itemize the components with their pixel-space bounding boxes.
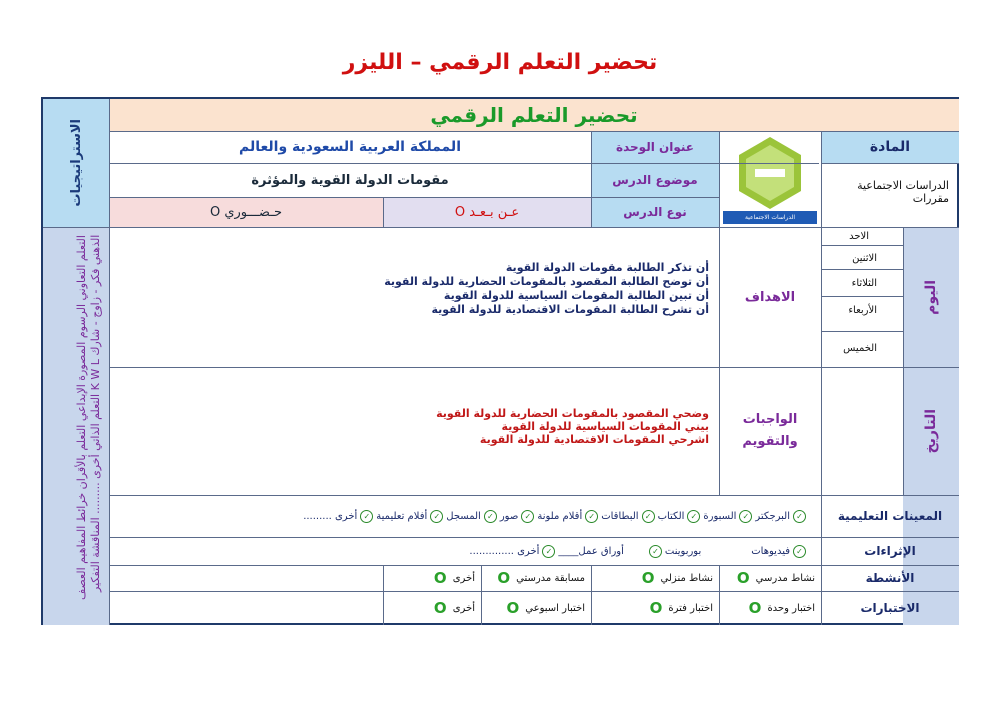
aid-item: البرجكتر	[755, 510, 790, 522]
test-cell[interactable]: اختبار اسبوعي O	[506, 599, 585, 617]
day-label-cell	[903, 227, 959, 367]
day-item[interactable]: الأربعاء	[848, 305, 877, 316]
aid-item: صور	[499, 510, 519, 522]
aid-item: السبورة	[703, 510, 737, 522]
objective-item: أن تذكر الطالبة مقومات الدولة القوية	[505, 261, 709, 274]
enrichment-list: ✓ فيديوهات بوربوينت ✓ أوراق عمل ____ ✓ أخرى ..............	[109, 537, 821, 565]
homework-label-line1: الواجبات	[742, 412, 798, 427]
aids-label: المعينات التعليمية	[837, 509, 943, 523]
days-list	[821, 227, 903, 367]
objectives-label: الاهداف	[744, 289, 796, 305]
tests-label: الاختبارات	[860, 601, 920, 615]
activity-cell[interactable]: مسابقة مدرستي O	[497, 569, 585, 587]
check-icon[interactable]: ✓	[542, 545, 555, 558]
subject-value-line1: الدراسات الاجتماعية	[857, 179, 949, 192]
check-icon[interactable]: ✓	[642, 510, 655, 523]
check-icon[interactable]: ✓	[430, 510, 443, 523]
lesson-type-label: نوع الدرس	[591, 197, 719, 227]
activities-label: الأنشطة	[865, 571, 915, 585]
test-cell[interactable]: أخرى O	[433, 599, 475, 617]
subject-label: المادة	[821, 131, 959, 163]
strategies-label-cell	[43, 99, 109, 227]
page-title: تحضير التعلم الرقمي – الليزر	[342, 50, 658, 75]
aid-item: البطاقات	[601, 510, 639, 522]
day-item[interactable]: الخميس	[843, 343, 877, 354]
activity-item: أخرى	[452, 572, 475, 584]
activity-item: نشاط مدرسي	[755, 572, 815, 584]
check-icon[interactable]: ✓	[484, 510, 497, 523]
test-cell[interactable]: اختبار فترة O	[649, 599, 713, 617]
day-item[interactable]: الاثنين	[852, 253, 877, 264]
check-icon[interactable]: ✓	[649, 545, 662, 558]
date-label: التاريخ	[923, 408, 939, 454]
test-cell[interactable]: اختبار وحدة O	[748, 599, 815, 617]
day-item[interactable]: الاحد	[849, 231, 869, 242]
enrichment-item: فيديوهات	[751, 545, 790, 557]
check-icon[interactable]: ✓	[521, 510, 534, 523]
strategies-text: التعلم التعاوني الرسوم المصورة الإبداعي التعلم بالأقران خرائط المفاهيم العصف الذهني فكر - زاوج - شارك K W L التعلم الذاتي أخرى ......... المناقشة التفكير	[75, 235, 102, 600]
lesson-plan-frame	[41, 97, 959, 625]
aid-item: الكتاب	[657, 510, 685, 522]
aid-item: أقلام ملونة	[537, 510, 583, 522]
activity-cell[interactable]: نشاط منزلي O	[641, 569, 713, 587]
objective-item: أن تشرح الطالبة المقومات الاقتصادية للدولة القوية	[431, 303, 709, 316]
activity-cell[interactable]: أخرى O	[433, 569, 475, 587]
test-item: اختبار وحدة	[767, 602, 815, 614]
objective-item: أن توضح الطالبة المقصود بالمقومات الحضارية للدولة القوية	[384, 275, 709, 288]
objective-item: أن تبين الطالبة المقومات السياسية للدولة القوية	[443, 289, 709, 302]
homework-list	[109, 367, 719, 495]
day-item[interactable]: الثلاثاء	[851, 278, 877, 289]
lesson-value: مقومات الدولة القوية والمؤثرة	[251, 172, 449, 188]
check-icon[interactable]: ✓	[793, 510, 806, 523]
check-icon[interactable]: ✓	[793, 545, 806, 558]
enrichment-item: أخرى ..............	[469, 545, 540, 557]
activity-item: مسابقة مدرستي	[516, 572, 585, 584]
day-label: اليوم	[923, 279, 939, 315]
lesson-label: موضوع الدرس	[591, 163, 719, 197]
date-label-cell	[903, 367, 959, 495]
test-item: اختبار فترة	[668, 602, 713, 614]
aid-item: أفلام تعليمية	[376, 510, 428, 522]
header-banner: تحضير التعلم الرقمي	[109, 99, 959, 131]
aids-list	[109, 495, 821, 537]
logo-caption: الدراسات الاجتماعية	[744, 214, 796, 221]
test-item: اختبار اسبوعي	[525, 602, 585, 614]
unit-value: المملكة العربية السعودية والعالم	[239, 139, 461, 155]
enrichment-item: بوربوينت	[664, 545, 702, 557]
objectives-list	[109, 227, 719, 367]
unit-label: عنوان الوحدة	[591, 131, 719, 163]
test-item: أخرى	[452, 602, 475, 614]
homework-label-cell	[719, 367, 821, 495]
homework-item: بيني المقومات السياسية للدولة القوية	[501, 420, 709, 433]
subject-logo-cell	[719, 131, 821, 227]
enrichment-item: أوراق عمل	[578, 545, 624, 557]
aid-item: المسجل	[446, 510, 481, 522]
enrichment-label: الإثراءات	[864, 544, 916, 558]
activity-cell[interactable]: نشاط مدرسي O	[736, 569, 815, 587]
subject-value-line2: مقررات	[912, 192, 949, 205]
lesson-type-remote[interactable]: عـن بـعـد O	[383, 197, 591, 227]
subject-value-cell	[821, 163, 959, 227]
homework-item: وضحي المقصود بالمقومات الحضارية للدولة القوية	[436, 407, 709, 420]
homework-item: اشرحي المقومات الاقتصادية للدولة القوية	[479, 433, 709, 446]
lesson-type-in-person[interactable]: حـضـــوري O	[109, 197, 383, 227]
check-icon[interactable]: ✓	[739, 510, 752, 523]
check-icon[interactable]: ✓	[687, 510, 700, 523]
homework-label-line2: والتقويم	[742, 434, 798, 449]
aid-item: أخرى .........	[303, 510, 358, 522]
check-icon[interactable]: ✓	[360, 510, 373, 523]
strategies-label: الاستراتيجيات	[68, 119, 84, 207]
activity-item: نشاط منزلي	[660, 572, 713, 584]
strategies-list	[43, 231, 109, 625]
check-icon[interactable]: ✓	[585, 510, 598, 523]
